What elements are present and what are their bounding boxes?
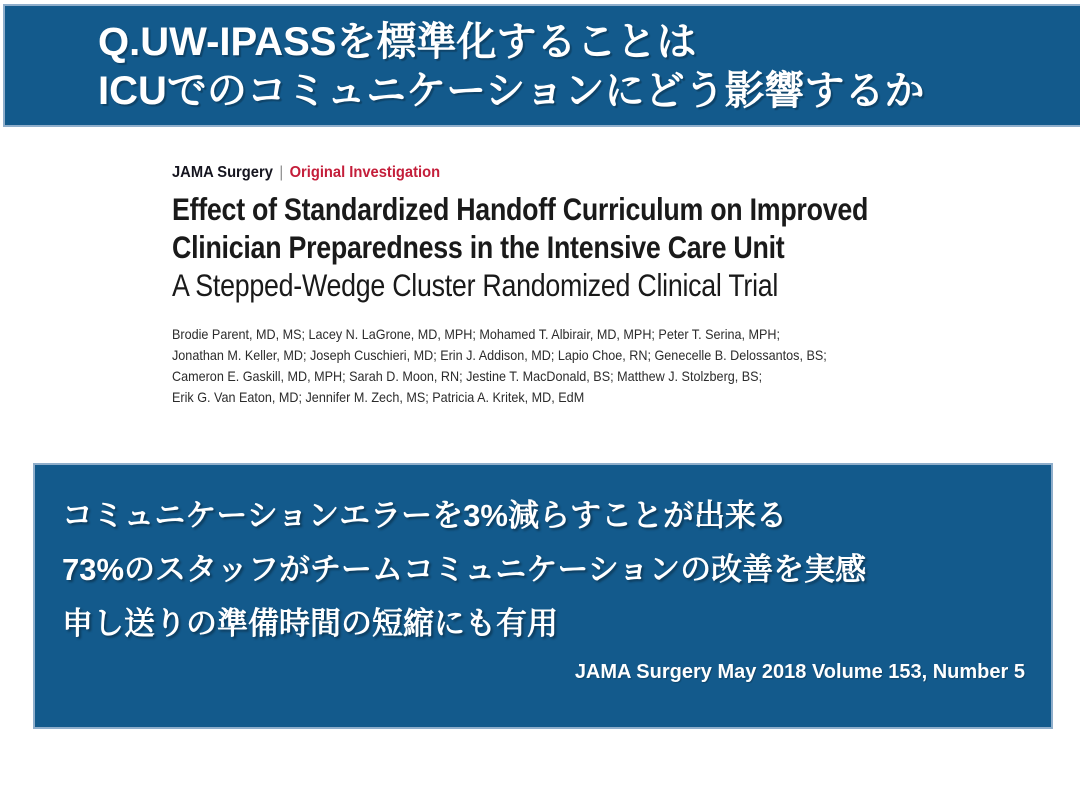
finding-line-2: 73%のスタッフがチームコミュニケーションの改善を実感 [62,552,867,587]
article-subtitle: A Stepped-Wedge Cluster Randomized Clinical Trial [172,267,779,303]
author-list [172,324,1032,408]
author-line: Jonathan M. Keller, MD; Joseph Cuschieri, MD; Erin J. Addison, MD; Lapio Choe, RN; Genecelle B. Delossantos, BS; [172,347,827,363]
question-banner [3,4,1080,127]
journal-name: JAMA Surgery [172,164,273,181]
paper-header [172,163,1032,408]
question-line-1: Q.UW-IPASSを標準化することは [98,20,697,64]
article-category: Original Investigation [289,164,441,181]
journal-kicker [172,163,963,182]
article-title-line-1: Effect of Standardized Handoff Curriculum on Improved [172,191,869,227]
kicker-separator: | [279,164,284,181]
author-line: Brodie Parent, MD, MS; Lacey N. LaGrone, MD, MPH; Mohamed T. Albirair, MD, MPH; Peter T. Serina, MPH; [172,326,781,342]
author-line: Cameron E. Gaskill, MD, MPH; Sarah D. Moon, RN; Jestine T. MacDonald, BS; Matthew J. Stolzberg, BS; [172,368,763,384]
question-line-2: ICUでのコミュニケーションにどう影響するか [98,69,925,113]
findings-box [33,463,1053,729]
finding-line-3: 申し送りの準備時間の短縮にも有用 [62,606,558,641]
article-title-line-2: Clinician Preparedness in the Intensive Care Unit [172,229,785,265]
finding-line-1: コミュニケーションエラーを3%減らすことが出来る [62,498,787,533]
author-line: Erik G. Van Eaton, MD; Jennifer M. Zech, MS; Patricia A. Kritek, MD, EdM [172,389,585,405]
source-citation: JAMA Surgery May 2018 Volume 153, Number 5 [574,661,1025,683]
